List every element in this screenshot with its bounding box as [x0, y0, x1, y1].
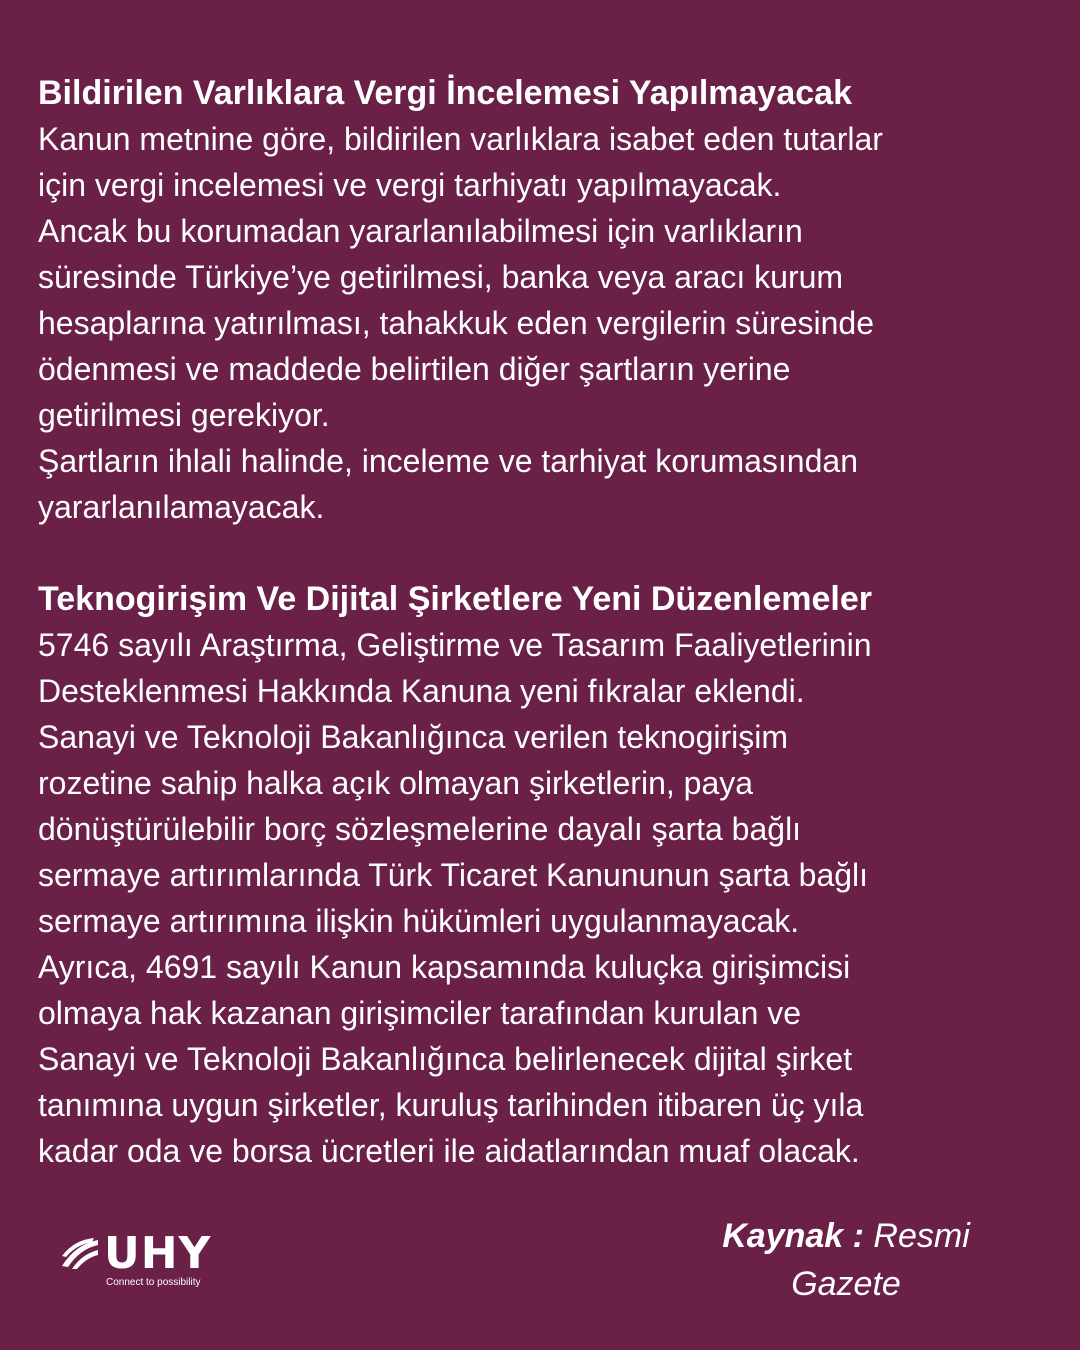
section-body-technology-startups [38, 622, 1048, 1174]
body-line: Sanayi ve Teknoloji Bakanlığınca belirlenecek dijital şirket [38, 1041, 853, 1077]
source-line-1 [696, 1212, 996, 1260]
section-title-technology-startups: Teknogirişim Ve Dijital Şirketlere Yeni Düzenlemeler [38, 580, 872, 618]
body-line: Desteklenmesi Hakkında Kanuna yeni fıkralar eklendi. [38, 673, 805, 709]
source-attribution [696, 1212, 996, 1308]
body-line: Ancak bu korumadan yararlanılabilmesi için varlıkların [38, 213, 803, 249]
body-line: getirilmesi gerekiyor. [38, 397, 330, 433]
body-line: ödenmesi ve maddede belirtilen diğer şartların yerine [38, 351, 791, 387]
body-line: hesaplarına yatırılması, tahakkuk eden vergilerin süresinde [38, 305, 874, 341]
section-body-asset-disclosure [38, 116, 1048, 530]
body-line: Şartların ihlali halinde, inceleme ve tarhiyat korumasından [38, 443, 858, 479]
body-line: sermaye artırımlarında Türk Ticaret Kanununun şarta bağlı [38, 857, 869, 893]
section-spacer [38, 530, 1048, 576]
body-line: Ayrıca, 4691 sayılı Kanun kapsamında kuluçka girişimcisi [38, 949, 851, 985]
body-line: sermaye artırımına ilişkin hükümleri uygulanmayacak. [38, 903, 800, 939]
logo-wordmark: UHY [104, 1228, 212, 1279]
source-label: Kaynak : [722, 1217, 864, 1255]
body-line: için vergi incelemesi ve vergi tarhiyatı yapılmayacak. [38, 167, 782, 203]
source-name-part-2: Gazete [791, 1265, 901, 1303]
body-line: dönüştürülebilir borç sözleşmelerine dayalı şarta bağlı [38, 811, 802, 847]
body-line: rozetine sahip halka açık olmayan şirketlerin, paya [38, 765, 754, 801]
uhy-logo [60, 1230, 240, 1294]
section-title-asset-disclosure: Bildirilen Varlıklara Vergi İncelemesi Yapılmayacak [38, 74, 852, 112]
body-line: 5746 sayılı Araştırma, Geliştirme ve Tasarım Faaliyetlerinin [38, 627, 872, 663]
source-name-part-1: Resmi [873, 1217, 970, 1255]
body-line: Sanayi ve Teknoloji Bakanlığınca verilen teknogirişim [38, 719, 789, 755]
uhy-swoosh-icon [60, 1236, 100, 1272]
article-content [38, 70, 1048, 1174]
body-line: süresinde Türkiye’ye getirilmesi, banka veya aracı kurum [38, 259, 844, 295]
body-line: olmaya hak kazanan girişimciler tarafından kurulan ve [38, 995, 802, 1031]
body-line: yararlanılamayacak. [38, 489, 325, 525]
body-line: Kanun metnine göre, bildirilen varlıklara isabet eden tutarlar [38, 121, 883, 157]
body-line: tanımına uygun şirketler, kuruluş tarihinden itibaren üç yıla [38, 1087, 864, 1123]
body-line: kadar oda ve borsa ücretleri ile aidatlarından muaf olacak. [38, 1133, 860, 1169]
logo-tagline: Connect to possibility [106, 1277, 201, 1288]
